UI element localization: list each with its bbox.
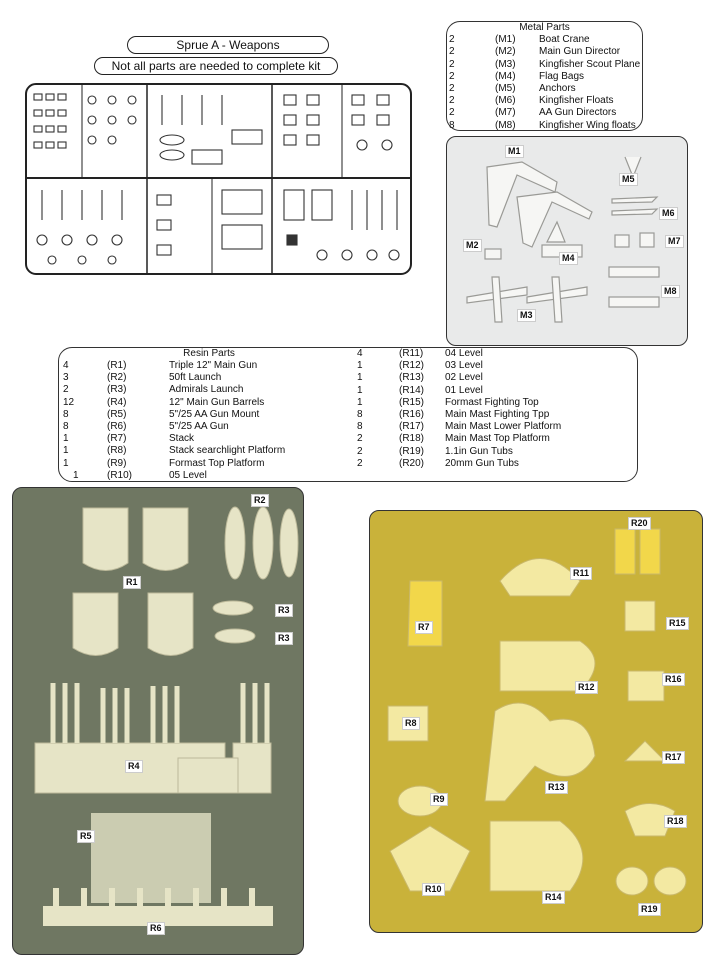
part-name: Main Mast Fighting Tpp [445, 408, 550, 420]
part-name: 05 Level [169, 469, 207, 481]
part-qty: 4 [357, 348, 363, 359]
part-code: (M8) [495, 119, 516, 131]
table-row [447, 59, 642, 71]
table-row [357, 348, 637, 360]
part-name: 20mm Gun Tubs [445, 457, 519, 469]
part-qty: 1 [357, 372, 363, 384]
part-qty: 2 [449, 34, 455, 46]
part-code: (R10) [107, 469, 133, 481]
part-name: Triple 12" Main Gun [169, 360, 258, 371]
part-name: Kingfisher Floats [539, 95, 614, 107]
part-code: (R15) [399, 396, 425, 408]
part-code: (R3) [107, 384, 127, 396]
part-code: (M1) [495, 34, 516, 46]
part-label: M3 [517, 309, 536, 322]
part-qty: 1 [73, 469, 79, 481]
part-code: (R4) [107, 396, 127, 408]
table-row [447, 83, 642, 95]
part-code: (R17) [399, 421, 425, 433]
part-name: 50ft Launch [169, 372, 222, 384]
table-row [357, 372, 637, 384]
part-qty: 2 [357, 445, 363, 457]
table-row [357, 458, 637, 470]
part-name: Flag Bags [539, 70, 585, 82]
part-qty: 1 [63, 445, 69, 457]
part-qty: 2 [449, 58, 455, 70]
part-name: Boat Crane [539, 34, 590, 46]
part-label: M6 [659, 207, 678, 220]
part-code: (R2) [107, 372, 127, 384]
part-code: (R6) [107, 420, 127, 432]
resin-photo-left [12, 487, 304, 955]
part-label: R19 [638, 903, 661, 916]
part-code: (M7) [495, 107, 516, 119]
part-qty: 8 [357, 421, 363, 433]
part-qty: 1 [357, 384, 363, 396]
part-code: (R8) [107, 445, 127, 457]
part-label: R4 [125, 760, 143, 773]
part-code: (R5) [107, 408, 127, 420]
part-code: (R18) [399, 433, 425, 445]
part-label: R20 [628, 517, 651, 530]
part-name: Formast Top Platform [169, 457, 265, 469]
table-row [59, 409, 349, 421]
part-label: R3 [275, 632, 293, 645]
part-label: R6 [147, 922, 165, 935]
table-row [447, 107, 642, 119]
part-name: 1.1in Gun Tubs [445, 445, 513, 457]
part-qty: 8 [63, 420, 69, 432]
part-name: Admirals Launch [169, 384, 244, 396]
part-name: Main Mast Top Platform [445, 433, 550, 445]
sprue-note: Not all parts are needed to complete kit [94, 57, 338, 75]
part-qty: 2 [357, 457, 363, 469]
part-code: (R12) [399, 360, 425, 372]
part-label: M5 [619, 173, 638, 186]
metal-parts-table [446, 21, 643, 131]
part-code: (R16) [399, 408, 425, 420]
part-qty: 1 [63, 433, 69, 445]
table-row [59, 384, 349, 396]
part-name: Stack [169, 433, 195, 445]
part-label: R15 [666, 617, 689, 630]
part-name: 01 Level [445, 384, 483, 396]
part-code: (R20) [399, 457, 425, 469]
part-label: R18 [664, 815, 687, 828]
part-name: 02 Level [445, 372, 483, 384]
sprue-title: Sprue A - Weapons [127, 36, 329, 54]
part-code: (M5) [495, 82, 516, 94]
table-row [357, 433, 637, 445]
table-row [357, 360, 637, 372]
part-code: (R13) [399, 372, 425, 384]
part-name: Stack searchlight Platform [169, 445, 286, 457]
part-qty: 2 [357, 433, 363, 445]
resin-parts-title: Resin Parts [183, 348, 235, 359]
table-row [357, 397, 637, 409]
part-qty: 1 [357, 360, 363, 372]
part-code: (M4) [495, 70, 516, 82]
part-qty: 2 [449, 70, 455, 82]
table-row [59, 421, 349, 433]
part-code: (M2) [495, 46, 516, 58]
metal-parts-title: Metal Parts [519, 22, 570, 33]
part-label: R11 [570, 567, 592, 580]
part-label: M8 [661, 285, 680, 298]
part-label: M4 [559, 252, 578, 265]
part-label: R14 [542, 891, 565, 904]
part-label: M2 [463, 239, 482, 252]
part-label: R9 [430, 793, 448, 806]
part-name: Kingfisher Wing floats [539, 119, 636, 131]
part-code: (R19) [399, 445, 425, 457]
part-label: R2 [251, 494, 269, 507]
part-name: 03 Level [445, 360, 483, 372]
part-label: R5 [77, 830, 95, 843]
part-label: R10 [422, 883, 445, 896]
table-row [447, 120, 642, 132]
part-label: R17 [662, 751, 685, 764]
table-row [357, 385, 637, 397]
part-code: (M6) [495, 95, 516, 107]
part-label: R13 [545, 781, 568, 794]
table-row [59, 397, 349, 409]
table-row [447, 46, 642, 58]
part-qty: 3 [63, 372, 69, 384]
part-name: Formast Fighting Top [445, 396, 539, 408]
part-name: 5"/25 AA Gun Mount [169, 408, 260, 420]
part-name: 12" Main Gun Barrels [169, 396, 265, 408]
table-row [59, 445, 349, 457]
part-code: (R14) [399, 384, 425, 396]
part-label: M1 [505, 145, 524, 158]
metal-parts-photo [446, 136, 688, 346]
table-row [59, 360, 349, 372]
part-label: R3 [275, 604, 293, 617]
part-name: Kingfisher Scout Plane [539, 58, 641, 70]
part-label: R16 [662, 673, 685, 686]
part-name: 04 Level [445, 348, 483, 359]
part-qty: 8 [449, 119, 455, 131]
part-code: (R1) [107, 360, 127, 371]
part-qty: 4 [63, 360, 69, 371]
part-label: R8 [402, 717, 420, 730]
sprue-diagram [22, 80, 415, 280]
table-row [59, 458, 349, 470]
part-code: (M3) [495, 58, 516, 70]
table-row [59, 470, 349, 482]
part-name: Main Gun Director [539, 46, 621, 58]
table-row [447, 95, 642, 107]
table-row [357, 446, 637, 458]
part-name: 5"/25 AA Gun [169, 420, 229, 432]
table-row [357, 421, 637, 433]
part-qty: 1 [357, 396, 363, 408]
part-qty: 8 [357, 408, 363, 420]
part-qty: 12 [63, 396, 75, 408]
part-code: (R9) [107, 457, 127, 469]
table-row [447, 71, 642, 83]
table-row [59, 433, 349, 445]
part-qty: 1 [63, 457, 69, 469]
part-qty: 2 [449, 95, 455, 107]
part-label: M7 [665, 235, 684, 248]
part-name: Main Mast Lower Platform [445, 421, 562, 433]
part-label: R12 [575, 681, 598, 694]
part-name: AA Gun Directors [539, 107, 617, 119]
table-row [447, 34, 642, 46]
part-code: (R11) [399, 348, 424, 359]
part-name: Anchors [539, 82, 576, 94]
part-code: (R7) [107, 433, 127, 445]
resin-parts-table [58, 347, 638, 482]
part-label: R1 [123, 576, 141, 589]
part-qty: 2 [449, 46, 455, 58]
part-qty: 2 [63, 384, 69, 396]
part-qty: 8 [63, 408, 69, 420]
resin-photo-right [369, 510, 703, 933]
table-row [59, 372, 349, 384]
part-qty: 2 [449, 107, 455, 119]
part-label: R7 [415, 621, 433, 634]
part-qty: 2 [449, 82, 455, 94]
table-row [357, 409, 637, 421]
